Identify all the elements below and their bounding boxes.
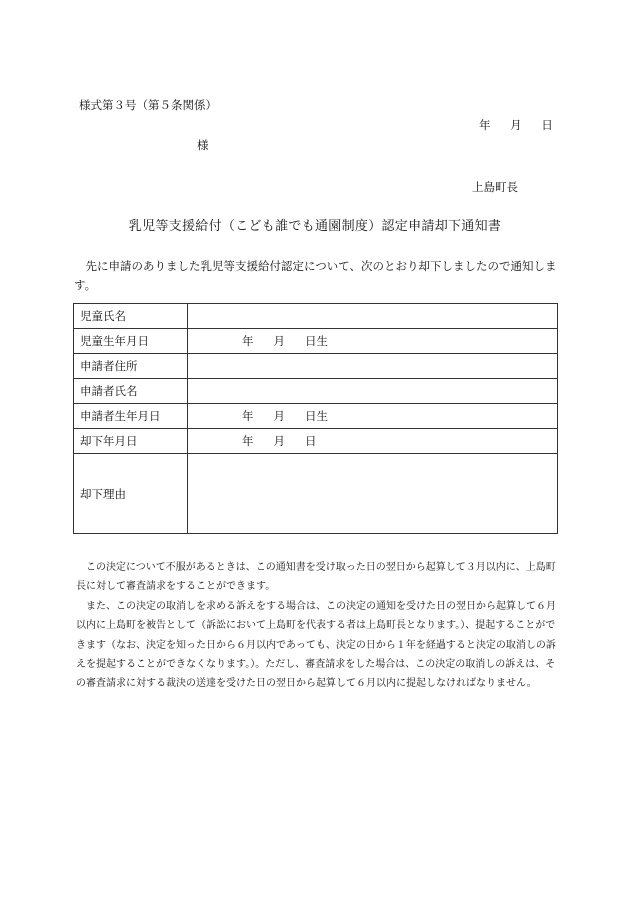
issuer: 上島町長 [472, 180, 518, 194]
day-born-unit: 日生 [305, 334, 328, 348]
day-born-unit: 日生 [305, 409, 328, 423]
month-unit: 月 [273, 409, 285, 423]
applicant-address-label: 申請者住所 [74, 354, 188, 379]
document-title: 乳児等支援給付（こども誰でも通園制度）認定申請却下通知書 [128, 219, 502, 234]
day-unit: 日 [305, 434, 317, 448]
child-name-value [188, 304, 558, 329]
lawsuit-note: また、この決定の取消しを求める訴えをする場合は、この決定の通知を受けた日の翌日から起算して６月以内に上島町を被告として（訴訟において上島町を代表する者は上島町長となります。）、提起することができます（なお、決定を知った日から６月以内であっても、決定の日から１年を経過すると決定の取消しの訴えを提起することができなくなります。）。ただし、審査請求をした場合は、この決定の取消しの訴えは、その審査請求に対する裁決の送達を受けた日の翌日から起算して６月以内に提起しなければなりません。 [76, 600, 556, 690]
notes-section [76, 558, 559, 694]
month-unit: 月 [273, 434, 285, 448]
date-year: 年 [479, 118, 491, 132]
date-day: 日 [541, 118, 553, 132]
table-row [74, 304, 558, 329]
rejection-reason-label: 却下理由 [74, 454, 188, 534]
appeal-note: この決定について不服があるときは、この通知書を受け取った日の翌日から起算して３月以内に、上島町長に対して審査請求をすることができます。 [76, 562, 556, 593]
table-row [74, 454, 558, 534]
applicant-name-label: 申請者氏名 [74, 379, 188, 404]
table-row [74, 354, 558, 379]
child-birthdate-value [188, 329, 558, 354]
applicant-birthdate-value [188, 404, 558, 429]
applicant-address-value [188, 354, 558, 379]
form-number: 様式第３号（第５条関係） [79, 98, 217, 112]
rejection-date-value [188, 429, 558, 454]
rejection-reason-value [188, 454, 558, 534]
info-table [73, 303, 558, 534]
table-row [74, 429, 558, 454]
date-line [479, 117, 553, 133]
year-unit: 年 [242, 409, 254, 423]
applicant-birthdate-label: 申請者生年月日 [74, 404, 188, 429]
rejection-date-label: 却下年月日 [74, 429, 188, 454]
applicant-name-value [188, 379, 558, 404]
intro-paragraph: 先に申請のありました乳児等支援給付認定について、次のとおり却下しましたので通知します。 [74, 259, 557, 292]
addressee: 様 [197, 138, 209, 152]
table-row [74, 379, 558, 404]
year-unit: 年 [242, 434, 254, 448]
child-name-label: 児童氏名 [74, 304, 188, 329]
month-unit: 月 [273, 334, 285, 348]
table-row [74, 329, 558, 354]
year-unit: 年 [242, 334, 254, 348]
child-birthdate-label: 児童生年月日 [74, 329, 188, 354]
table-row [74, 404, 558, 429]
date-month: 月 [510, 118, 522, 132]
